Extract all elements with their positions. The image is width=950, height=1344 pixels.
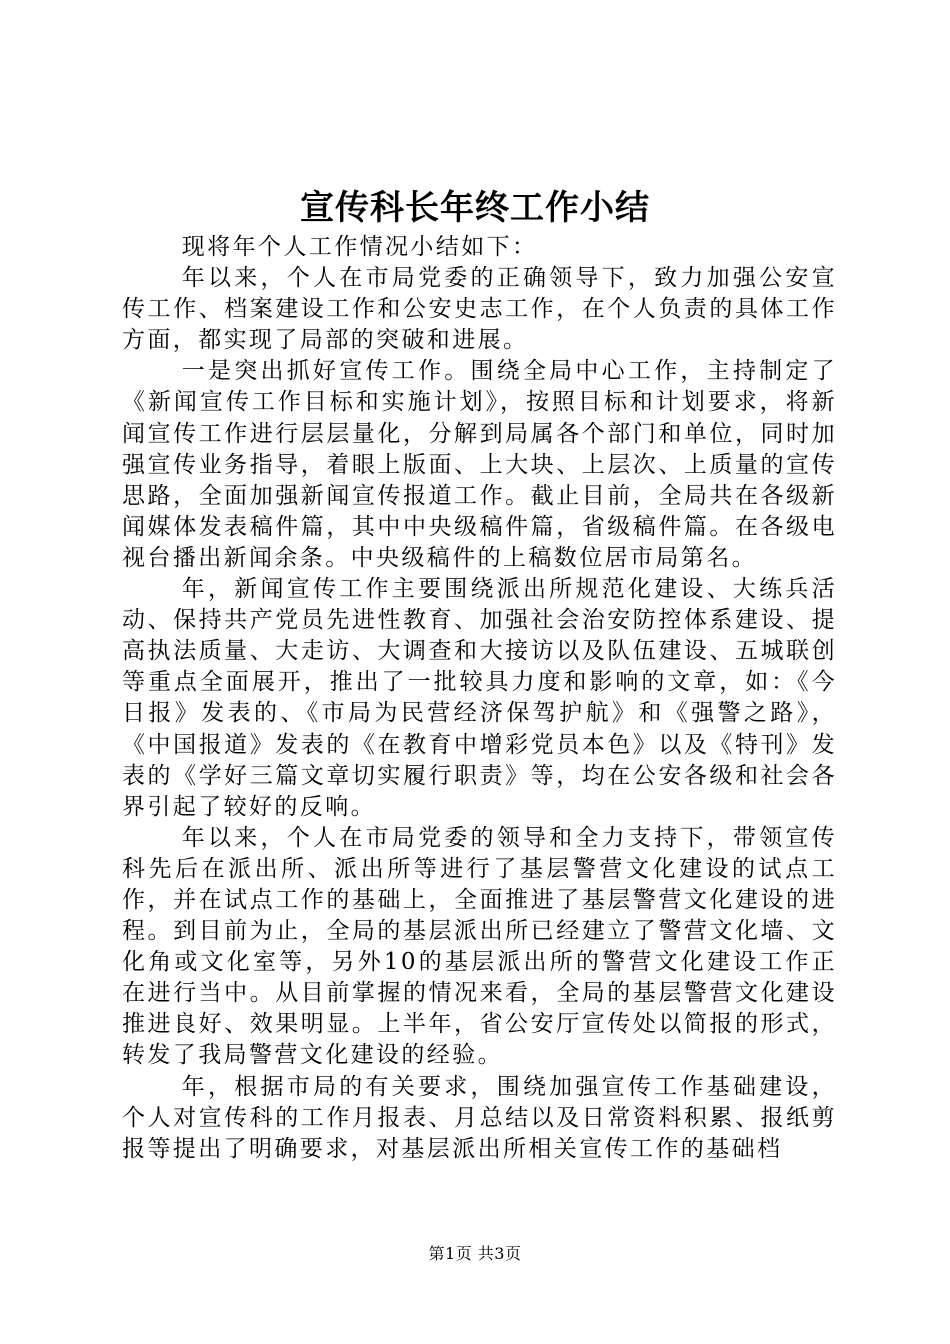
- paragraph-intro: 现将年个人工作情况小结如下：: [181, 234, 538, 260]
- paragraph-publicity-work: 一是突出抓好宣传工作。围绕全局中心工作，主持制定了《新闻宣传工作目标和实施计划》，按照目标和计划要求，将新闻宣传工作进行层层量化，分解到局属各个部门和单位，同时加强宣传业务指导，着眼上版面、上大块、上层次、上质量的宣传思路，全面加强新闻宣传报道工作。截止目前，全局共在各级新闻媒体发表稿件篇，其中中央级稿件篇，省级稿件篇。在各级电视台播出新闻余条。中央级稿件的上稿数位居市局第名。: [122, 358, 837, 571]
- paragraph-news-focus: 年，新闻宣传工作主要围绕派出所规范化建设、大练兵活动、保持共产党员先进性教育、加强社会治安防控体系建设、提高执法质量、大走访、大调查和大接访以及队伍建设、五城联创等重点全面展开，推出了一批较具力度和影响的文章，如：《今日报》发表的、《市局为民营经济保驾护航》和《强警之路》，《中国报道》发表的《在教育中增彩党员本色》以及《特刊》发表的《学好三篇文章切实履行职责》等，均在公安各级和社会各界引起了较好的反响。: [122, 576, 837, 820]
- page-number-footer: 第1页 共3页: [428, 1244, 522, 1263]
- document-title: 宣传科长年终工作小结: [300, 188, 650, 228]
- paragraph-police-culture: 年以来，个人在市局党委的领导和全力支持下，带领宣传科先后在派出所、派出所等进行了基层警营文化建设的试点工作，并在试点工作的基础上，全面推进了基层警营文化建设的进程。到目前为止，全局的基层派出所已经建立了警营文化墙、文化角或文化室等，另外10的基层派出所的警营文化建设工作正在进行当中。从目前掌握的情况来看，全局的基层警营文化建设推进良好、效果明显。上半年，省公安厅宣传处以简报的形式，转发了我局警营文化建设的经验。: [122, 824, 837, 1069]
- paragraph-foundation-work: 年，根据市局的有关要求，围绕加强宣传工作基础建设，个人对宣传科的工作月报表、月总结以及日常资料积累、报纸剪报等提出了明确要求，对基层派出所相关宣传工作的基础档: [122, 1073, 837, 1162]
- paragraph-overview: 年以来，个人在市局党委的正确领导下，致力加强公安宣传工作、档案建设工作和公安史志工作，在个人负责的具体工作方面，都实现了局部的突破和进展。: [122, 265, 837, 354]
- document-body: [122, 232, 837, 1165]
